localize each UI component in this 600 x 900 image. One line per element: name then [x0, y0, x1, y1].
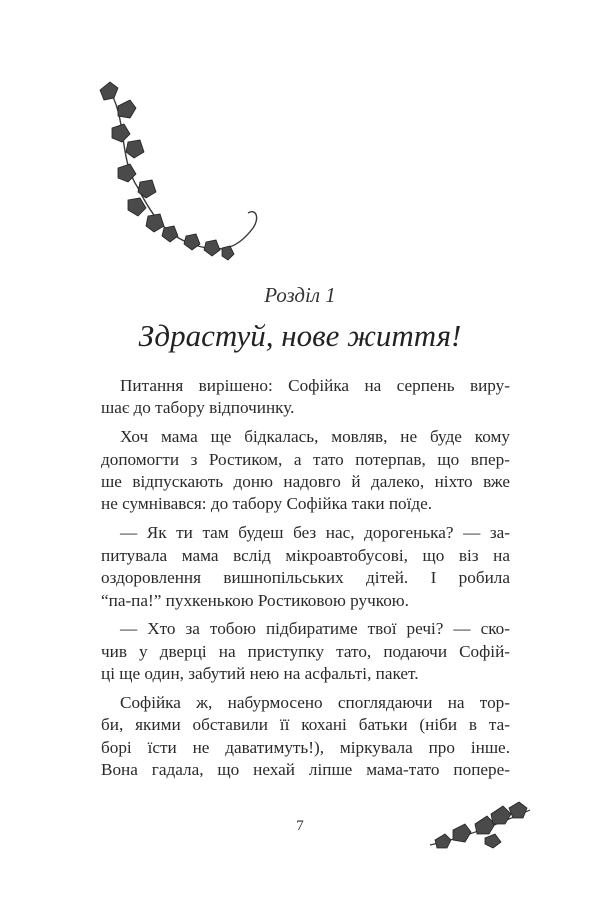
text-line: Вона гадала, що нехай ліпше мама-тато попере- — [101, 760, 510, 780]
chapter-label: Розділ 1 — [264, 283, 336, 307]
text-line: — Як ти там будеш без нас, дорогенька? — за- — [120, 523, 510, 543]
chapter-title: Здрастуй, нове життя! — [138, 318, 462, 353]
text-line: не сумнівався: до табору Софійка таки поїде. — [101, 494, 433, 514]
text-line: Хоч мама ще бідкалась, мовляв, не буде кому — [120, 427, 510, 447]
text-line: шає до табору відпочинку. — [101, 398, 295, 418]
ivy-decoration-icon — [425, 800, 535, 860]
text-line: питувала мама вслід мікроавтобусові, що віз на — [101, 545, 510, 565]
text-line: би, якими обставили її кохані батьки (ніби в та- — [101, 715, 510, 735]
text-line: — Хто за тобою підбиратиме твої речі? — ско- — [120, 619, 510, 639]
text-line: “па-па!” пухкенькою Ростиковою ручкою. — [101, 590, 409, 610]
page-number: 7 — [296, 818, 304, 834]
text-line: чив у дверці на приступку тато, подаючи Софій- — [101, 641, 510, 661]
text-line: борі їсти не даватимуть!), міркувала про інше. — [101, 737, 510, 757]
text-line: Софійка ж, набурмосено споглядаючи на тор- — [120, 693, 510, 713]
text-line: оздоровлення вишнопільських дітей. І робила — [101, 568, 510, 588]
ivy-decoration-icon — [88, 78, 268, 278]
text-line: ці ще один, забутий нею на асфальті, пакет. — [101, 664, 419, 684]
text-line: ше відпускають доню надовго й далеко, ніхто вже — [101, 472, 510, 492]
text-line: допомогти з Ростиком, а тато потерпав, що впер- — [101, 449, 510, 469]
body-text — [101, 375, 510, 782]
text-line: Питання вирішено: Софійка на серпень виру- — [120, 376, 510, 395]
